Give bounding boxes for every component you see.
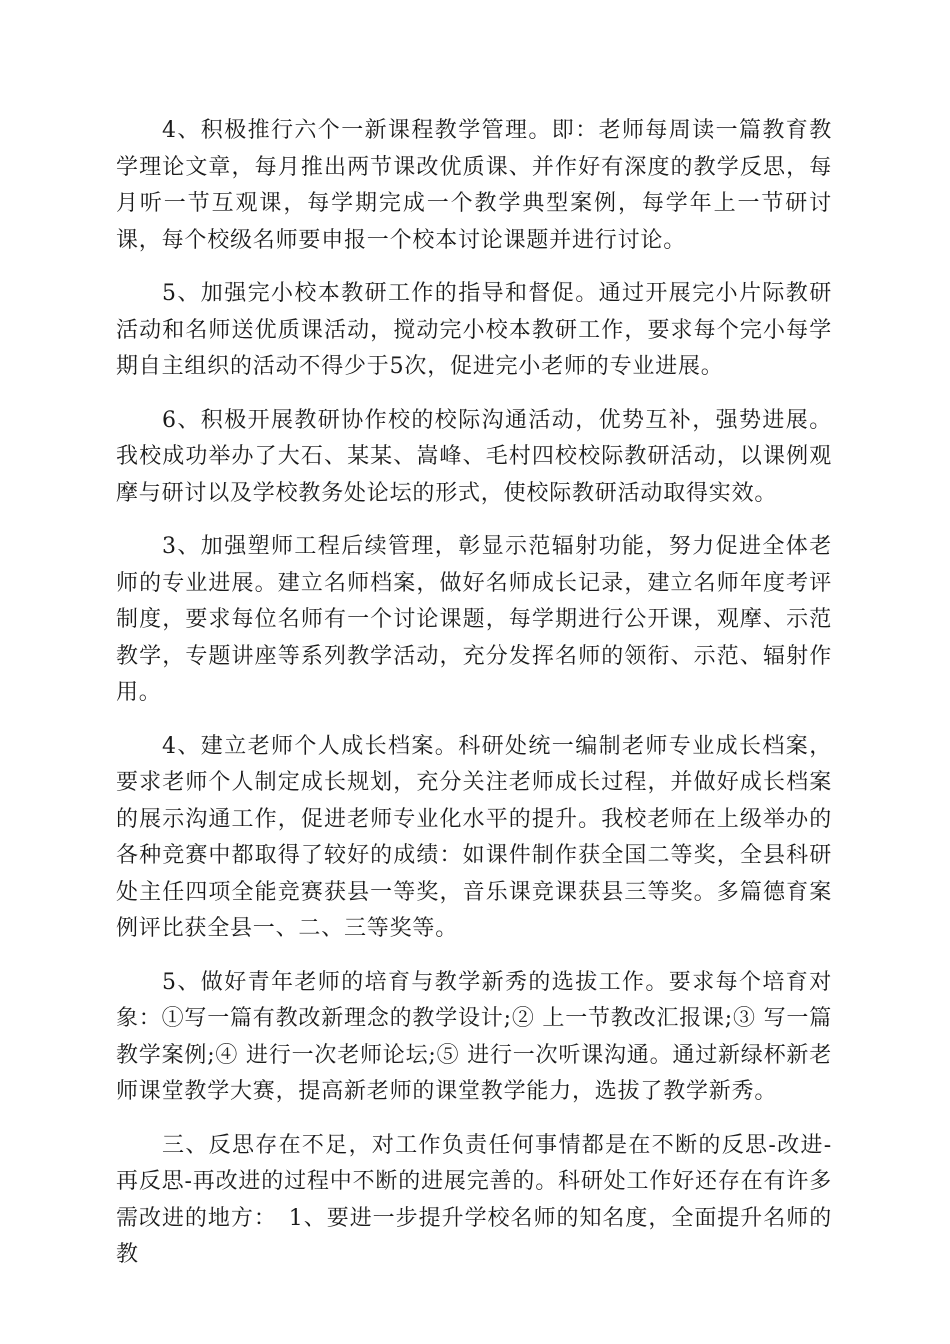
- document-body: [116, 113, 832, 1291]
- paragraph-3: 6、积极开展教研协作校的校际沟通活动，优势互补，强势进展。我校成功举办了大石、某某、嵩峰、毛村四校校际教研活动，以课例观摩与研讨以及学校教务处论坛的形式，使校际教研活动取得实效。: [116, 407, 832, 506]
- paragraph-6: 5、做好青年老师的培育与教学新秀的选拔工作。要求每个培育对象：①写一篇有教改新理念的教学设计;② 上一节教改汇报课;③ 写一篇教学案例;④ 进行一次老师论坛;⑤ 进行一次听课沟通。通过新绿杯新老师课堂教学大赛，提高新老师的课堂教学能力，选拔了教学新秀。: [116, 969, 833, 1104]
- paragraph-2: 5、加强完小校本教研工作的指导和督促。通过开展完小片际教研活动和名师送优质课活动，搅动完小校本教研工作，要求每个完小每学期自主组织的活动不得少于5次，促进完小老师的专业进展。: [116, 281, 832, 379]
- paragraph-4: 3、加强塑师工程后续管理，彰显示范辐射功能，努力促进全体老师的专业进展。建立名师档案，做好名师成长记录，建立名师年度考评制度，要求每位名师有一个讨论课题，每学期进行公开课，观摩、示范教学，专题讲座等系列教学活动，充分发挥名师的领衔、示范、辐射作用。: [116, 534, 832, 705]
- paragraph-1: 4、积极推行六个一新课程教学管理。即：老师每周读一篇教育教学理论文章，每月推出两节课改优质课、并作好有深度的教学反思，每月听一节互观课，每学期完成一个教学典型案例，每学年上一节研讨课，每个校级名师要申报一个校本讨论课题并进行讨论。: [116, 118, 832, 253]
- paragraph-7: 三、反思存在不足，对工作负责任何事情都是在不断的反思-改进-再反思-再改进的过程中不断的进展完善的。科研处工作好还存在有许多需改进的地方： 1、要进一步提升学校名师的知名度，全面提升名师的教: [116, 1132, 832, 1267]
- paragraph-5: 4、建立老师个人成长档案。科研处统一编制老师专业成长档案，要求老师个人制定成长规划，充分关注老师成长过程，并做好成长档案的展示沟通工作，促进老师专业化水平的提升。我校老师在上级举办的各种竞赛中都取得了较好的成绩：如课件制作获全国二等奖，全县科研处主任四项全能竞赛获县一等奖，音乐课竞课获县三等奖。多篇德育案例评比获全县一、二、三等奖等。: [116, 733, 832, 941]
